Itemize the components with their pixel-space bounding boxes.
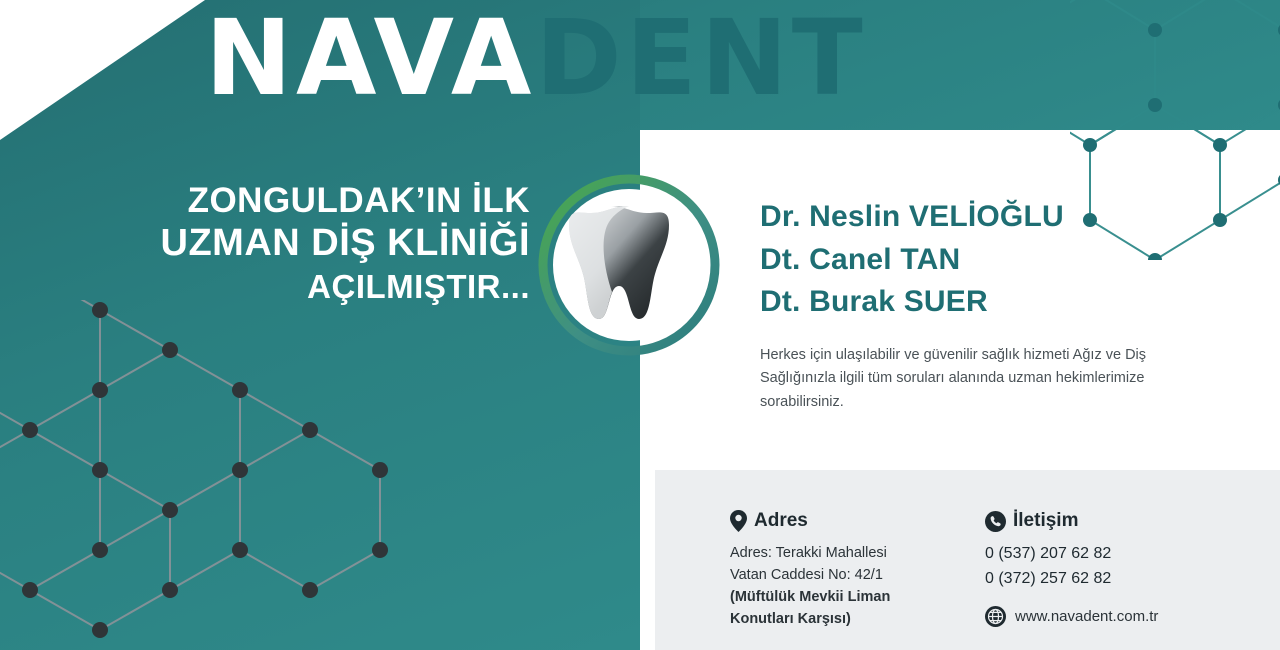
headline-block <box>40 180 530 307</box>
headline-line-3: AÇILMIŞTIR... <box>307 268 530 306</box>
communication-column <box>985 510 1255 627</box>
address-line-4: Konutları Karşısı) <box>730 611 851 628</box>
address-column <box>730 510 960 630</box>
address-line-2: Vatan Caddesi No: 42/1 <box>730 567 883 584</box>
doctor-name-2: Dt. Canel TAN <box>760 242 961 276</box>
doctor-name-3: Dt. Burak SUER <box>760 285 988 319</box>
address-line-3: (Müftülük Mevkii Liman <box>730 589 891 606</box>
phone-number-2[interactable]: 0 (372) 257 62 82 <box>985 569 1112 587</box>
address-title-row <box>730 510 960 532</box>
headline-line-1: ZONGULDAK’IN İLK <box>187 181 530 220</box>
communication-title: İletişim <box>1013 510 1079 531</box>
globe-icon <box>985 606 1006 627</box>
phone-number-1[interactable]: 0 (537) 207 62 82 <box>985 545 1112 562</box>
headline-line-2: UZMAN DİŞ KLİNİĞİ <box>160 222 530 265</box>
website-row[interactable] <box>985 606 1255 627</box>
address-line-1: Adres: Terakki Mahallesi <box>730 545 887 561</box>
communication-title-row <box>985 510 1255 532</box>
address-title: Adres <box>754 510 808 531</box>
brand-logo <box>205 0 867 119</box>
doctor-name-1: Dr. Neslin VELİOĞLU <box>760 200 1064 233</box>
contact-section <box>655 470 1280 650</box>
doctors-list <box>760 196 1064 324</box>
logo-part-nava: NAVA <box>205 0 536 119</box>
logo-part-dent: DENT <box>535 0 867 119</box>
description-text: Herkes için ulaşılabilir ve güvenilir sağlık hizmeti Ağız ve Diş Sağlığınızla ilgili tüm soruları alanında uzman hekimlerimize sorabilirsiniz. <box>760 347 1147 410</box>
molecular-net-topright-icon <box>1070 0 1280 260</box>
phone-circle-icon <box>985 511 1006 532</box>
website-text: www.navadent.com.tr <box>1015 607 1159 625</box>
molecular-net-bottomleft-icon <box>0 300 420 650</box>
tooth-icon <box>534 170 724 360</box>
location-pin-icon <box>730 510 747 532</box>
